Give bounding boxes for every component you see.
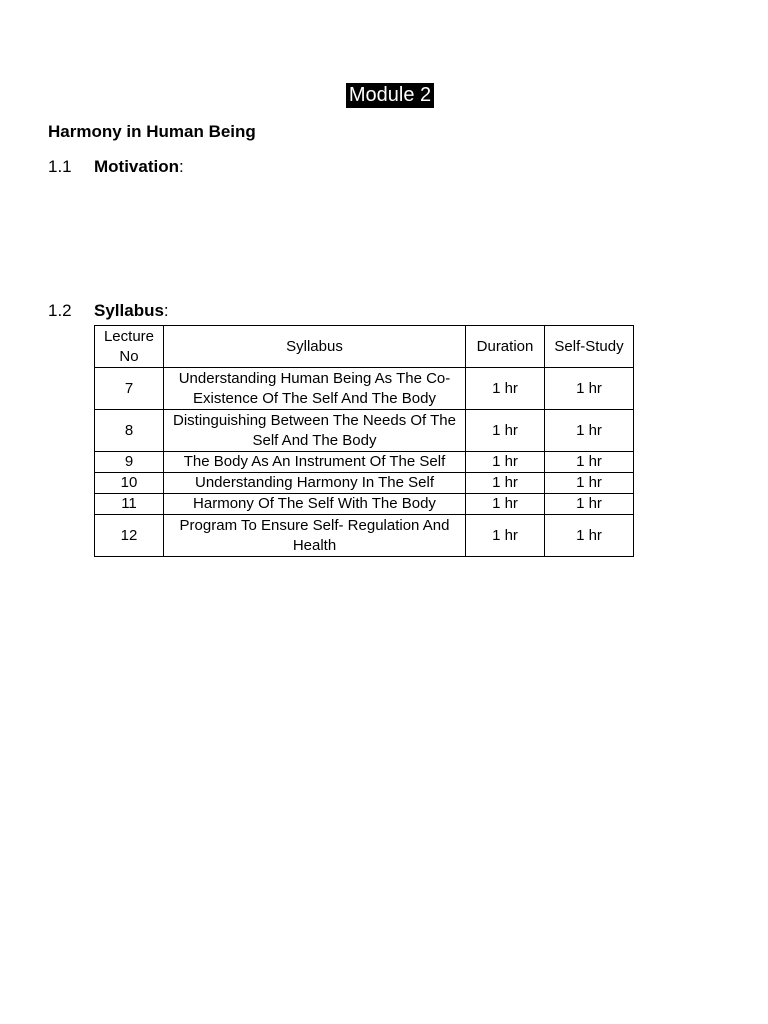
table-row bbox=[95, 515, 634, 557]
section-number: 1.2 bbox=[48, 301, 72, 320]
table-header-row bbox=[95, 326, 634, 368]
table-row bbox=[95, 368, 634, 410]
section-motivation bbox=[48, 157, 184, 177]
module-title bbox=[0, 82, 768, 108]
topic-cell: Harmony Of The Self With The Body bbox=[164, 494, 466, 515]
header-duration: Duration bbox=[466, 326, 545, 368]
syllabus-table bbox=[94, 325, 634, 557]
duration-cell: 1 hr bbox=[466, 515, 545, 557]
topic-cell: The Body As An Instrument Of The Self bbox=[164, 452, 466, 473]
topic-cell: Program To Ensure Self- Regulation And Health bbox=[164, 515, 466, 557]
self-study-cell: 1 hr bbox=[545, 494, 634, 515]
table-row bbox=[95, 410, 634, 452]
duration-cell: 1 hr bbox=[466, 494, 545, 515]
header-lecture-no: Lecture No bbox=[95, 326, 164, 368]
lecture-number-cell: 11 bbox=[95, 494, 164, 515]
duration-cell: 1 hr bbox=[466, 473, 545, 494]
section-number: 1.1 bbox=[48, 157, 72, 176]
table-row bbox=[95, 494, 634, 515]
self-study-cell: 1 hr bbox=[545, 452, 634, 473]
lecture-number-cell: 8 bbox=[95, 410, 164, 452]
section-syllabus bbox=[48, 301, 169, 321]
lecture-number-cell: 9 bbox=[95, 452, 164, 473]
self-study-cell: 1 hr bbox=[545, 368, 634, 410]
lecture-number-cell: 12 bbox=[95, 515, 164, 557]
section-suffix: : bbox=[179, 157, 184, 176]
header-self-study: Self-Study bbox=[545, 326, 634, 368]
module-title-text: Module 2 bbox=[346, 83, 434, 108]
lecture-number-cell: 10 bbox=[95, 473, 164, 494]
table-row bbox=[95, 473, 634, 494]
duration-cell: 1 hr bbox=[466, 452, 545, 473]
section-suffix: : bbox=[163, 301, 169, 320]
header-syllabus: Syllabus bbox=[164, 326, 466, 368]
section-label: Motivation bbox=[94, 157, 179, 176]
topic-cell: Understanding Human Being As The Co-Existence Of The Self And The Body bbox=[164, 368, 466, 410]
self-study-cell: 1 hr bbox=[545, 473, 634, 494]
duration-cell: 1 hr bbox=[466, 410, 545, 452]
section-label: Syllabus bbox=[94, 301, 164, 320]
table-row bbox=[95, 452, 634, 473]
self-study-cell: 1 hr bbox=[545, 515, 634, 557]
page-heading: Harmony in Human Being bbox=[48, 122, 256, 141]
lecture-number-cell: 7 bbox=[95, 368, 164, 410]
topic-cell: Understanding Harmony In The Self bbox=[164, 473, 466, 494]
self-study-cell: 1 hr bbox=[545, 410, 634, 452]
topic-cell: Distinguishing Between The Needs Of The Self And The Body bbox=[164, 410, 466, 452]
duration-cell: 1 hr bbox=[466, 368, 545, 410]
